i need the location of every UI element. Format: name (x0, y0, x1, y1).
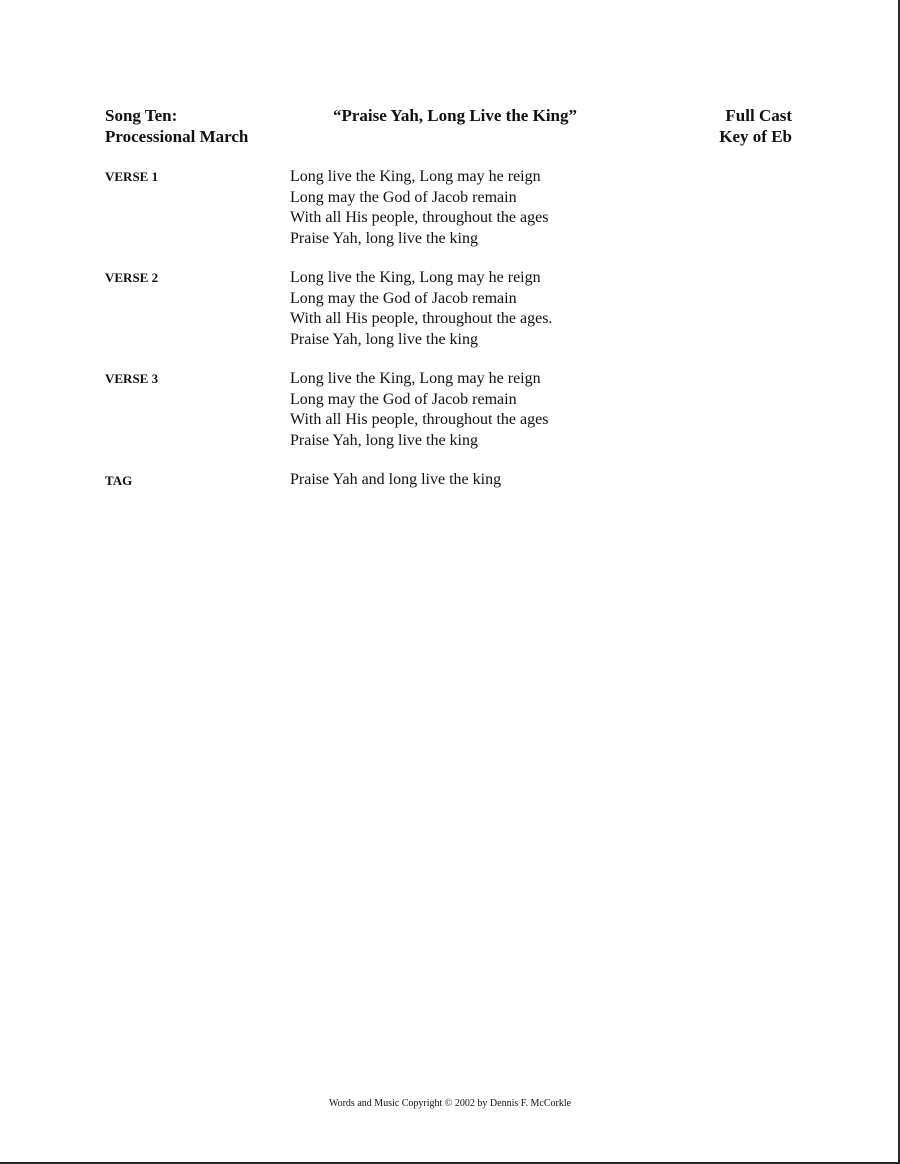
tag-label: TAG (105, 473, 133, 488)
lyric-line: Long may the God of Jacob remain (290, 188, 517, 206)
lyric-line: Praise Yah, long live the king (290, 431, 478, 449)
lyric-line: Long live the King, Long may he reign (290, 370, 541, 387)
lyric-line: Long may the God of Jacob remain (290, 289, 517, 307)
lyric-line: With all His people, throughout the ages (290, 411, 549, 428)
tag-lyrics (290, 470, 501, 491)
song-title: “Praise Yah, Long Live the King” (333, 106, 577, 125)
lyric-line: Praise Yah, long live the king (290, 229, 478, 247)
verse-2-lyrics (290, 268, 552, 350)
song-subtitle: Processional March (105, 127, 249, 146)
verse-3-lyrics (290, 369, 548, 451)
copyright-footer: Words and Music Copyright © 2002 by Dennis F. McCorkle (328, 1098, 572, 1109)
song-number: Song Ten: (105, 106, 178, 125)
lyric-line: Praise Yah and long live the king (290, 471, 502, 488)
verse-3-label: VERSE 3 (105, 371, 159, 386)
lyric-line: Long may the God of Jacob remain (290, 390, 517, 408)
lyric-line: With all His people, throughout the ages (290, 209, 549, 226)
lyric-line: Long live the King, Long may he reign (290, 168, 541, 185)
lyric-line: Long live the King, Long may he reign (290, 269, 541, 286)
key-label: Key of Eb (719, 127, 792, 146)
verse-1-label: VERSE 1 (105, 169, 159, 184)
lyric-line: Praise Yah, long live the king (290, 330, 478, 348)
lyric-line: With all His people, throughout the ages. (290, 310, 553, 327)
song-info (105, 105, 248, 147)
performance-info (719, 105, 792, 147)
verse-2-label: VERSE 2 (105, 270, 159, 285)
verse-1-lyrics (290, 167, 548, 249)
cast-label: Full Cast (725, 106, 792, 125)
